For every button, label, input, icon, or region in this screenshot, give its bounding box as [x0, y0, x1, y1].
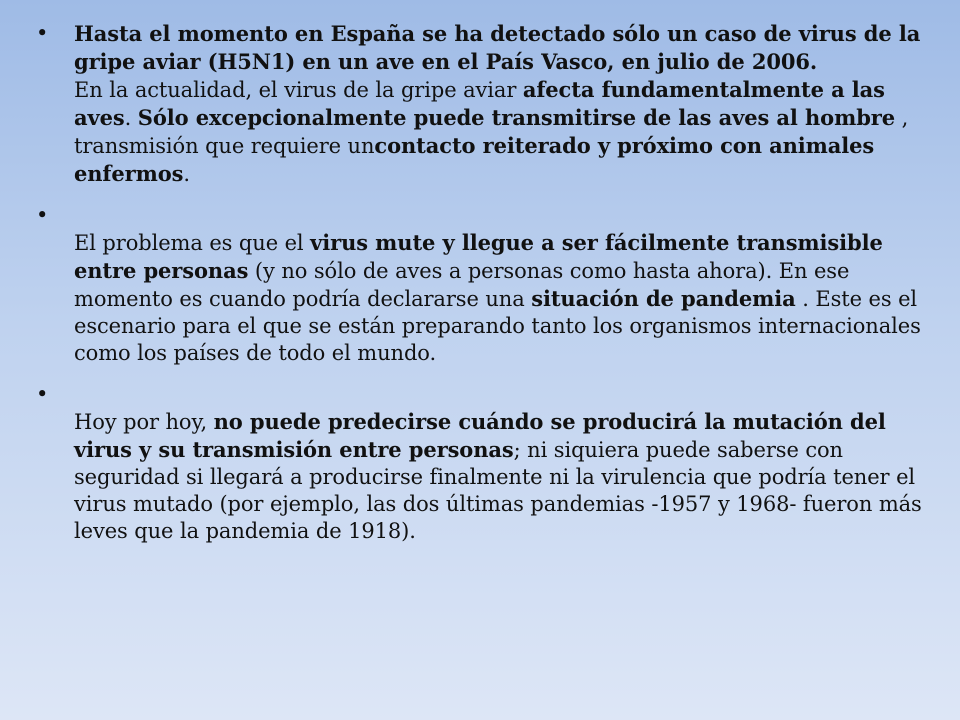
bullet-item-1	[36, 20, 932, 188]
bold-text: Hasta el momento en España se ha detectado sólo un caso de virus de la gripe aviar (H5N1) en un ave en el País Vasco, en julio de 2006.	[74, 21, 921, 74]
bullet-item-2	[36, 202, 932, 367]
paragraph-3	[74, 229, 932, 367]
bold-text: Sólo excepcionalmente puede transmitirse de las aves al hombre	[137, 105, 896, 130]
bullet-item-3	[36, 381, 932, 545]
bullet-marker: •	[36, 382, 49, 406]
bullet-body-3	[74, 381, 932, 545]
plain-text: .	[124, 106, 138, 130]
bullet-marker: •	[36, 203, 49, 227]
bullet-body-1	[74, 20, 932, 188]
plain-text: . Este es el escenario para el que se están preparando tanto los organismos internacionales como los países de todo el mundo.	[74, 287, 921, 365]
bold-text: no puede predecirse cuándo se producirá la mutación del virus y su transmisión entre personas	[74, 409, 886, 462]
plain-text: En la actualidad, el virus de la gripe aviar	[74, 78, 523, 102]
bold-text: afecta fundamentalmente a las aves	[74, 77, 885, 130]
plain-text: ; ni siquiera puede saberse con seguridad si llegará a producirse finalmente ni la virulencia que podría tener el virus mutado (por ejemplo, las dos últimas pandemias -1957 y 1968- fueron más leves que la pandemia de 1918).	[74, 438, 922, 543]
paragraph-1	[74, 20, 932, 76]
bold-text: virus mute y llegue a ser fácilmente transmisible entre personas	[74, 230, 883, 283]
paragraph-4	[74, 408, 932, 545]
bullet-marker: •	[36, 21, 49, 45]
bold-text: situación de pandemia	[531, 286, 796, 311]
plain-text: Hoy por hoy,	[74, 410, 214, 434]
paragraph-2	[74, 76, 932, 188]
plain-text: .	[183, 162, 190, 186]
plain-text: (y no sólo de aves a personas como hasta ahora). En ese momento es cuando podría declararse una	[74, 259, 850, 311]
bullet-body-2	[74, 202, 932, 367]
plain-text: El problema es que el	[74, 231, 311, 255]
plain-text: , transmisión que requiere un	[74, 106, 909, 158]
bullet-list	[36, 20, 932, 545]
bold-text: contacto reiterado y próximo con animales enfermos	[74, 133, 875, 186]
